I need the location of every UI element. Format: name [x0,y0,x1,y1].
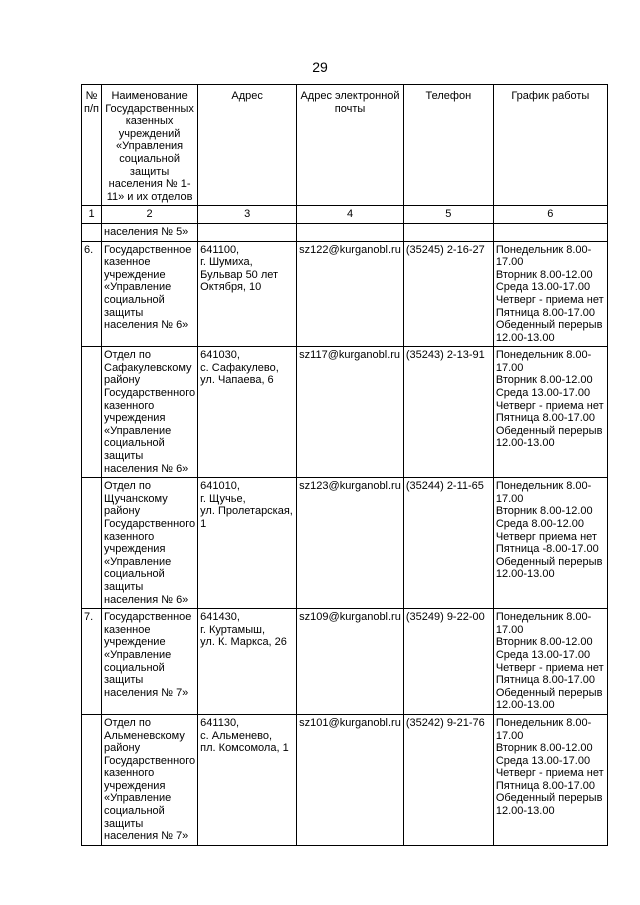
column-number: 1 [82,206,102,224]
institution-name-line: району [104,742,141,755]
schedule-line: Среда 13.00-17.00 [495,387,591,400]
address-line: с. Сафакулево, [200,361,279,374]
column-number: 3 [198,206,297,224]
schedule-line: Вторник 8.00-12.00 [495,505,593,518]
table-header-row [82,85,608,206]
schedule-line: 12.00-13.00 [495,699,555,712]
phone-cell: (35245) 2-16-27 [403,241,493,347]
schedule-line: Среда 8.00-12.00 [495,518,584,530]
institution-name-line: Отдел по [104,716,151,729]
institution-name-line: учреждения [104,543,166,556]
institution-name-line: учреждения [104,412,166,425]
address-cell [198,609,297,715]
continuation-row [82,223,608,241]
institution-name-line: казенное [104,623,151,636]
institution-name [102,478,198,609]
institution-name-line: социальной [104,293,165,306]
institution-name-line: социальной [104,568,165,581]
schedule-cell [493,478,607,609]
institution-name-line: «Управление [104,424,172,437]
column-number: 6 [493,206,607,224]
institution-name-line: Отдел по [104,349,151,362]
table-row [82,347,608,478]
schedule-line: Среда 13.00-17.00 [495,648,591,661]
table-row [82,714,608,845]
institution-name-line: учреждение [104,636,166,649]
address-line: пл. Комсомола, 1 [200,742,289,755]
institution-name [102,609,198,715]
address-line: 641100, [200,243,240,256]
institution-name-line: Государственного [104,387,196,400]
schedule-cell [493,347,607,478]
institution-name [102,347,198,478]
column-number: 5 [403,206,493,224]
institution-name-line: Щучанскому [104,492,168,505]
header-address: Адрес [198,85,297,206]
institution-name-line: казенное [104,256,151,269]
row-number: 7. [82,609,102,715]
address-line: ул. К. Маркса, 26 [200,636,287,649]
institution-name-line: району [104,374,141,387]
institution-name-line: «Управление [104,648,172,661]
column-number-row [82,206,608,224]
institution-name-line: защиты [104,306,144,319]
institution-name-line: защиты [104,817,144,830]
email-cell: sz117@kurganobl.ru [297,347,404,478]
institution-name [102,714,198,845]
schedule-line: Вторник 8.00-12.00 [495,636,593,649]
column-number: 4 [297,206,404,224]
schedule-line: Понедельник 8.00- [495,480,592,493]
header-phone: Телефон [403,85,493,206]
institution-name-line: «Управление [104,281,172,294]
email-cell: sz109@kurganobl.ru [297,609,404,715]
schedule-line: Среда 13.00-17.00 [495,754,591,767]
schedule-line: Пятница 8.00-17.00 [495,674,596,687]
institution-name-line: Государственное [104,611,192,624]
schedule-line: Понедельник 8.00- [495,349,592,362]
institution-name-line: Государственного [104,518,196,530]
schedule-line: 17.00 [495,256,524,269]
row-number [82,347,102,478]
header-schedule: График работы [493,85,607,206]
schedule-line: Обеденный перерыв [495,686,603,699]
schedule-line: Вторник 8.00-12.00 [495,374,593,387]
schedule-line: 17.00 [495,492,524,505]
institution-name-line: населения № 6» [104,593,189,606]
phone-cell: (35242) 9-21-76 [403,714,493,845]
schedule-line: 12.00-13.00 [495,805,555,818]
table-row [82,241,608,347]
institution-name-line: учреждения [104,779,166,792]
continuation-text: населения № 5» [102,223,198,241]
address-line: 641430, [200,611,240,624]
institution-name-line: району [104,505,141,518]
institution-name [102,241,198,347]
header-email: Адрес электронной почты [297,85,404,206]
institution-name-line: казенного [104,399,155,412]
schedule-line: 17.00 [495,623,524,636]
schedule-line: Обеденный перерыв [495,555,603,568]
institution-name-line: Отдел по [104,480,151,493]
address-line: г. Щучье, [200,492,246,505]
phone-cell: (35243) 2-13-91 [403,347,493,478]
address-line: г. Шумиха, [200,256,253,269]
schedule-cell [493,609,607,715]
institution-name-line: защиты [104,450,144,463]
institution-name-line: «Управление [104,555,172,568]
institution-name-line: социальной [104,805,165,818]
schedule-cell [493,241,607,347]
address-cell [198,347,297,478]
schedule-line: Понедельник 8.00- [495,716,592,729]
institutions-table [81,84,608,846]
schedule-line: Четверг приема нет [495,530,597,543]
address-line: с. Альменево, [200,729,273,742]
schedule-line: 12.00-13.00 [495,437,555,450]
institution-name-line: казенного [104,530,155,543]
address-line: ул. Пролетарская, [200,505,293,518]
address-line: 641130, [200,716,240,729]
address-line: Бульвар 50 лет [200,268,279,281]
address-line: 641030, [200,349,240,362]
address-cell [198,714,297,845]
institution-name-line: «Управление [104,792,172,805]
schedule-line: Пятница 8.00-17.00 [495,306,596,319]
header-name: Наименование Государственных казенных учреждений «Управления социальной защиты населения № 1-11» и их отделов [102,85,198,206]
row-number [82,478,102,609]
schedule-line: Пятница 8.00-17.00 [495,412,596,425]
institution-name-line: населения № 7» [104,830,189,843]
institution-name-line: населения № 7» [104,686,189,699]
institution-name-line: казенного [104,767,155,780]
email-cell: sz101@kurganobl.ru [297,714,404,845]
schedule-line: 12.00-13.00 [495,331,555,344]
table-row [82,478,608,609]
schedule-line: Четверг - приема нет [495,399,604,412]
schedule-line: Обеденный перерыв [495,792,603,805]
schedule-line: 17.00 [495,361,524,374]
address-line: г. Куртамыш, [200,623,265,636]
schedule-line: Вторник 8.00-12.00 [495,742,593,755]
schedule-line: Четверг - приема нет [495,661,604,674]
schedule-line: Пятница 8.00-17.00 [495,779,596,792]
institution-name-line: населения № 6» [104,462,189,475]
institution-name-line: социальной [104,661,165,674]
page-number: 29 [312,59,328,75]
institution-name-line: Государственное [104,243,192,256]
schedule-line: Среда 13.00-17.00 [495,281,591,294]
schedule-cell [493,714,607,845]
schedule-line: Вторник 8.00-12.00 [495,268,593,281]
institution-name-line: Сафакулевскому [104,361,192,374]
email-cell: sz122@kurganobl.ru [297,241,404,347]
institution-name-line: защиты [104,580,144,593]
institution-name-line: учреждение [104,268,166,281]
address-line: ул. Чапаева, 6 [200,374,274,387]
schedule-line: 12.00-13.00 [495,568,555,581]
row-number: 6. [82,241,102,347]
schedule-line: Понедельник 8.00- [495,611,592,624]
institution-name-line: населения № 6» [104,319,189,332]
address-line: Октября, 10 [200,281,262,294]
email-cell: sz123@kurganobl.ru [297,478,404,609]
header-num: № п/п [82,85,102,206]
schedule-line: Четверг - приема нет [495,293,604,306]
schedule-line: Пятница -8.00-17.00 [495,543,599,556]
schedule-line: Четверг - приема нет [495,767,604,780]
schedule-line: Обеденный перерыв [495,319,603,332]
institution-name-line: Государственного [104,754,196,767]
column-number: 2 [102,206,198,224]
institution-name-line: защиты [104,674,144,687]
address-cell [198,241,297,347]
row-number [82,714,102,845]
address-line: 1 [200,518,207,530]
phone-cell: (35244) 2-11-65 [403,478,493,609]
institution-name-line: социальной [104,437,165,450]
schedule-line: Обеденный перерыв [495,424,603,437]
table-row [82,609,608,715]
schedule-line: 17.00 [495,729,524,742]
address-line: 641010, [200,480,240,493]
institution-name-line: Альменевскому [104,729,185,742]
schedule-line: Понедельник 8.00- [495,243,592,256]
phone-cell: (35249) 9-22-00 [403,609,493,715]
address-cell [198,478,297,609]
